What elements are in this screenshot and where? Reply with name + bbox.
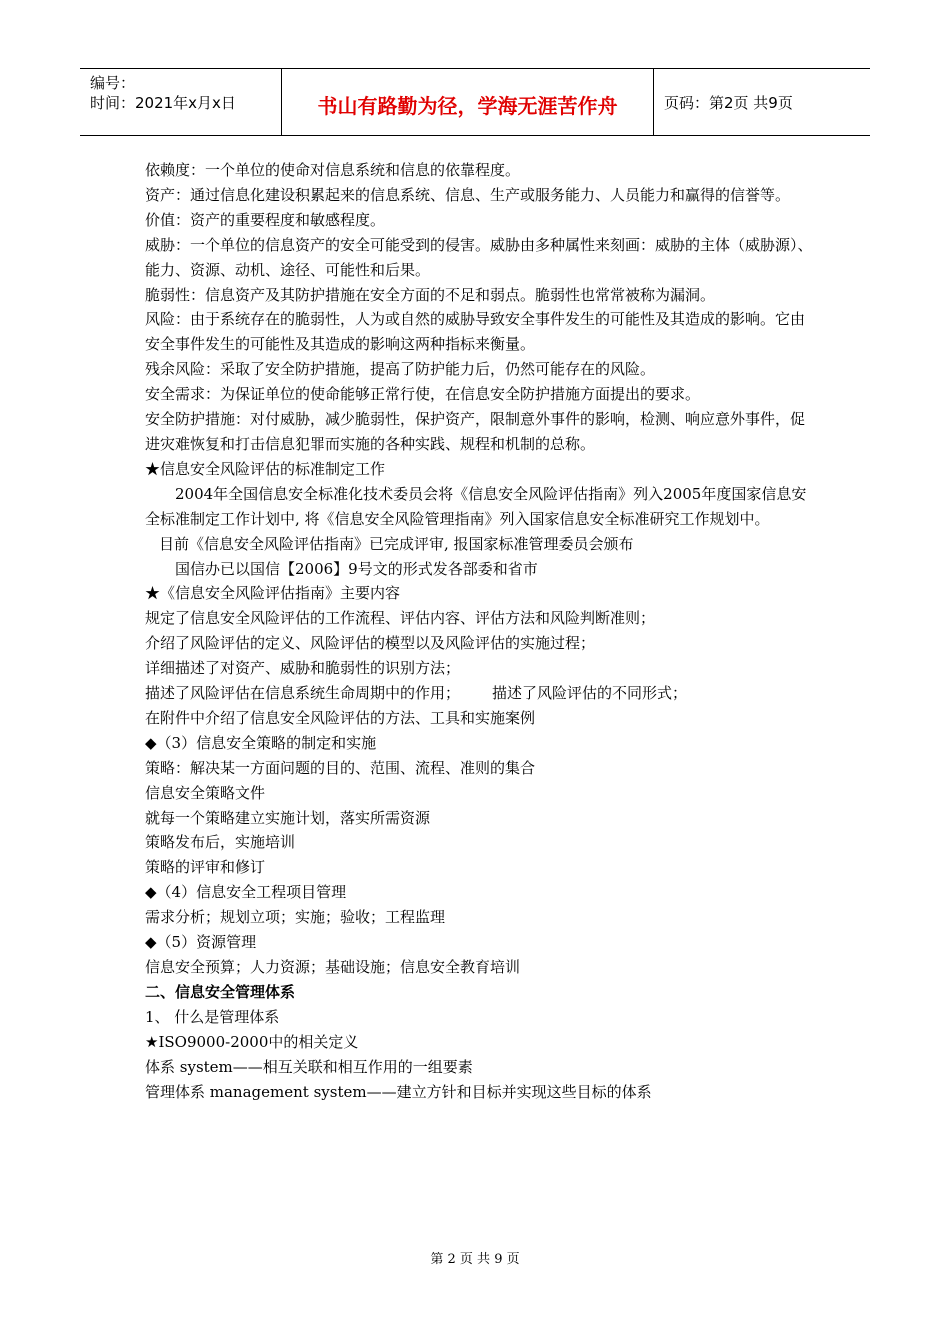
section-heading: ★信息安全风险评估的标准制定工作 [145, 459, 386, 478]
list-item: 在附件中介绍了信息安全风险评估的方法、工具和实施案例 [145, 708, 536, 727]
section-heading: ★《信息安全风险评估指南》主要内容 [145, 584, 401, 603]
number-label: 编号： [90, 74, 136, 92]
list-item: 详细描述了对资产、威胁和脆弱性的识别方法； [145, 659, 461, 678]
page-header [80, 68, 870, 136]
date-label: 时间：2021年x月x日 [90, 94, 236, 112]
page-footer: 第 2 页 共 9 页 [430, 1252, 520, 1267]
subsection-heading: 1、 什么是管理体系 [145, 1007, 280, 1026]
list-item: 信息安全策略文件 [145, 783, 266, 802]
section-heading: ★ISO9000-2000中的相关定义 [145, 1032, 359, 1051]
list-item-pair [145, 681, 815, 706]
paragraph: 威胁：一个单位的信息资产的安全可能受到的侵害。威胁由多种属性来刻画：威胁的主体（威胁源）、能力、资源、动机、途径、可能性和后果。 [145, 235, 813, 279]
list-item: 描述了风险评估在信息系统生命周期中的作用； [145, 684, 461, 703]
paragraph: 风险：由于系统存在的脆弱性，人为或自然的威胁导致安全事件发生的可能性及其造成的影响。它由安全事件发生的可能性及其造成的影响这两种指标来衡量。 [145, 310, 806, 354]
paragraph: 国信办已以国信【2006】9号文的形式发各部委和省市 [175, 559, 538, 578]
header-page-label: 页码：第2页 共9页 [664, 93, 793, 112]
paragraph: 信息安全预算；人力资源；基础设施；信息安全教育培训 [145, 958, 521, 976]
paragraph: 策略：解决某一方面问题的目的、范围、流程、准则的集合 [145, 758, 536, 777]
section-heading: ◆（5）资源管理 [145, 933, 257, 952]
list-item: 描述了风险评估的不同形式； [492, 684, 688, 703]
definition: 体系 system——相互关联和相互作用的一组要素 [145, 1057, 473, 1076]
paragraph: 依赖度：一个单位的使命对信息系统和信息的依靠程度。 [145, 161, 521, 179]
paragraph: 资产：通过信息化建设积累起来的信息系统、信息、生产或服务能力、人员能力和赢得的信誉等。 [145, 185, 791, 204]
paragraph: 价值：资产的重要程度和敏感程度。 [145, 210, 386, 229]
list-item: 策略发布后，实施培训 [145, 833, 296, 852]
chapter-heading: 二、信息安全管理体系 [145, 982, 296, 1001]
paragraph: 残余风险：采取了安全防护措施，提高了防护能力后，仍然可能存在的风险。 [145, 360, 656, 379]
paragraph: 需求分析；规划立项；实施；验收；工程监理 [145, 908, 446, 927]
section-heading: ◆（3）信息安全策略的制定和实施 [145, 733, 377, 752]
paragraph: 安全防护措施：对付威胁，减少脆弱性，保护资产，限制意外事件的影响，检测、响应意外事件，促进灾难恢复和打击信息犯罪而实施的各种实践、规程和机制的总称。 [145, 410, 806, 453]
header-left-cell [80, 69, 282, 135]
paragraph: 脆弱性：信息资产及其防护措施在安全方面的不足和弱点。脆弱性也常常被称为漏洞。 [145, 285, 716, 304]
list-item: 介绍了风险评估的定义、风险评估的模型以及风险评估的实施过程； [145, 634, 596, 653]
paragraph: 2004年全国信息安全标准化技术委员会将《信息安全风险评估指南》列入2005年度国家信息安全标准制定工作计划中, 将《信息安全风险管理指南》列入国家信息安全标准研究工作规划中。 [145, 484, 807, 528]
header-motto: 书山有路勤为径，学海无涯苦作舟 [282, 69, 654, 135]
list-item: 就每一个策略建立实施计划，落实所需资源 [145, 808, 431, 827]
list-item: 策略的评审和修订 [145, 858, 266, 877]
paragraph: 目前《信息安全风险评估指南》已完成评审, 报国家标准管理委员会颁布 [159, 534, 634, 553]
document-body [145, 158, 815, 1104]
definition: 管理体系 management system——建立方针和目标并实现这些目标的体系 [145, 1082, 652, 1101]
paragraph: 安全需求：为保证单位的使命能够正常行使，在信息安全防护措施方面提出的要求。 [145, 385, 701, 404]
section-heading: ◆（4）信息安全工程项目管理 [145, 883, 347, 902]
list-item: 规定了信息安全风险评估的工作流程、评估内容、评估方法和风险判断准则； [145, 609, 656, 628]
